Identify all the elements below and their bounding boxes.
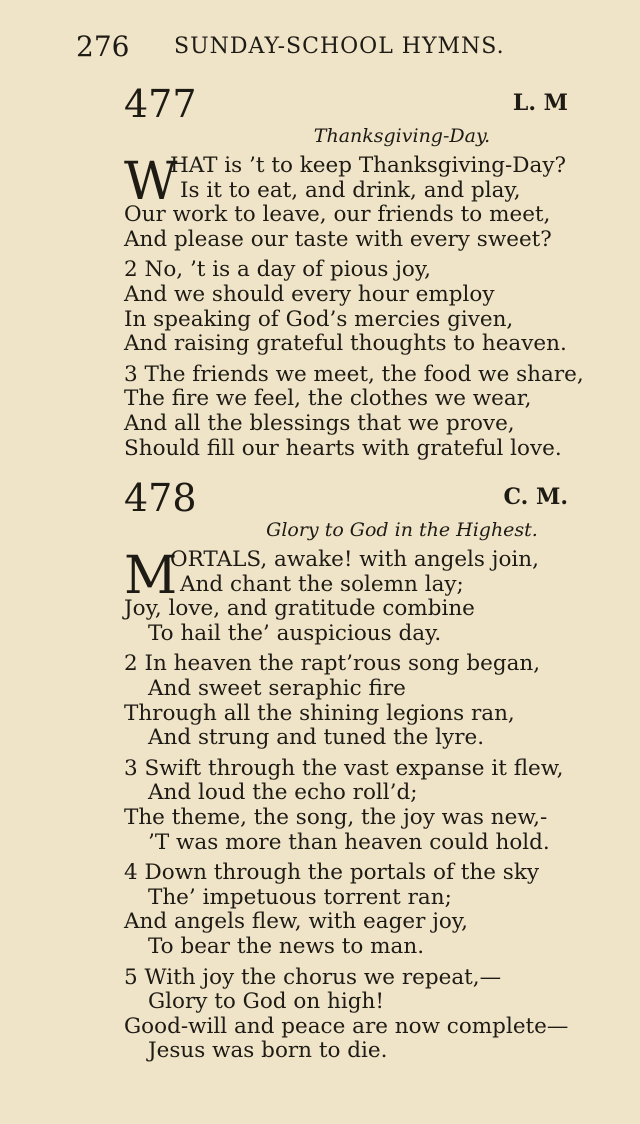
verse-1 <box>124 548 620 646</box>
verse-2 <box>124 652 620 750</box>
hymn-header <box>124 478 620 518</box>
verse-1 <box>124 154 620 252</box>
hymn-477 <box>124 84 620 461</box>
verse-line: And chant the solemn lay; <box>180 571 464 597</box>
verse-5 <box>124 966 620 1064</box>
verse-line: Good-will and peace are now complete— <box>124 1013 569 1039</box>
verse-line: 2 No, ’t is a day of pious joy, <box>124 257 431 283</box>
verse-line: 3 Swift through the vast expanse it flew, <box>124 755 564 781</box>
drop-cap: W <box>124 152 178 212</box>
verse-line: Should fill our hearts with grateful love. <box>124 435 562 461</box>
verse-line: ORTALS, awake! with angels join, <box>170 547 539 572</box>
verse-line: HAT is ’t to keep Thanksgiving-Day? <box>170 153 566 178</box>
verse-line: Joy, love, and gratitude combine <box>124 596 475 622</box>
verse-line: Glory to God on high! <box>148 989 384 1015</box>
verse-line: And sweet seraphic fire <box>148 675 406 701</box>
verse-line: And strung and tuned the lyre. <box>148 725 485 751</box>
hymn-subject: Glory to God in the Highest. <box>266 519 538 541</box>
verse-line: Is it to eat, and drink, and play, <box>180 177 521 203</box>
hymn-meter: C. M. <box>503 484 568 510</box>
verse-line: 5 With joy the chorus we repeat,— <box>124 964 502 990</box>
verse-line: ’T was more than heaven could hold. <box>148 829 550 855</box>
page-number: 276 <box>76 30 130 63</box>
hymn-number: 478 <box>124 476 197 520</box>
running-title: SUNDAY-SCHOOL HYMNS. <box>174 34 505 59</box>
hymn-number: 477 <box>124 82 197 126</box>
verse-line: And raising grateful thoughts to heaven. <box>124 331 567 357</box>
hymn-meter: L. M <box>512 90 568 116</box>
running-head <box>76 30 600 64</box>
verse-line: The fire we feel, the clothes we wear, <box>124 386 532 412</box>
verse-line: To hail the’ auspicious day. <box>148 620 442 646</box>
verse-line: 3 The friends we meet, the food we share, <box>124 361 584 387</box>
verse-3 <box>124 363 620 461</box>
verse-line: 2 In heaven the rapt’rous song began, <box>124 651 541 677</box>
hymn-478 <box>124 478 620 1064</box>
verse-line: Our work to leave, our friends to meet, <box>124 202 551 228</box>
verse-line: And loud the echo roll’d; <box>148 780 418 806</box>
drop-cap: M <box>124 546 178 606</box>
verse-line: Jesus was born to die. <box>148 1038 388 1064</box>
hymn-subject: Thanksgiving-Day. <box>313 125 491 147</box>
verse-line: In speaking of God’s mercies given, <box>124 306 514 332</box>
verse-2 <box>124 258 620 356</box>
verse-line: And please our taste with every sweet? <box>124 226 552 252</box>
verse-4 <box>124 861 620 959</box>
verse-line: The theme, the song, the joy was new,- <box>124 804 548 830</box>
verse-line: And angels flew, with eager joy, <box>124 909 468 935</box>
verse-line: Through all the shining legions ran, <box>124 700 515 726</box>
verse-line: The’ impetuous torrent ran; <box>148 884 452 910</box>
verse-line: And we should every hour employ <box>124 281 495 307</box>
verse-line: 4 Down through the portals of the sky <box>124 860 539 886</box>
verse-line: And all the blessings that we prove, <box>124 410 515 436</box>
verse-line: To bear the news to man. <box>148 933 425 959</box>
hymn-header <box>124 84 620 124</box>
verse-3 <box>124 757 620 855</box>
